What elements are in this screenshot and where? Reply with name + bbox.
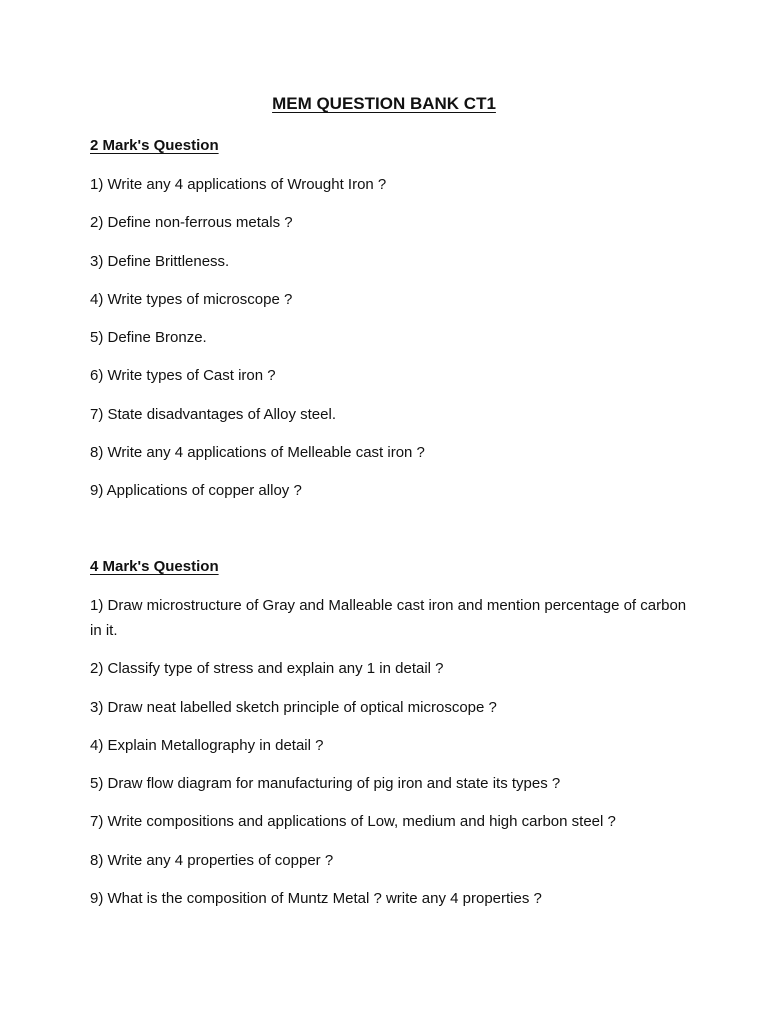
question-item: 1) Write any 4 applications of Wrought Iron ?	[90, 176, 387, 193]
section-heading-2-mark: 2 Mark's Question	[90, 137, 219, 154]
question-item: 9) What is the composition of Muntz Metal ? write any 4 properties ?	[90, 890, 542, 908]
question-item: 5) Define Bronze.	[90, 329, 207, 347]
question-item: 3) Draw neat labelled sketch principle of optical microscope ?	[90, 698, 497, 716]
section-heading-4-mark: 4 Mark's Question	[90, 558, 219, 575]
question-item: 6) Write types of Cast iron ?	[90, 367, 276, 385]
question-item: 5) Draw flow diagram for manufacturing of pig iron and state its types ?	[90, 775, 561, 793]
question-item: 2) Define non-ferrous metals ?	[90, 214, 293, 232]
question-item: 8) Write any 4 properties of copper ?	[90, 851, 334, 869]
page-title-text: MEM QUESTION BANK CT1	[272, 94, 496, 113]
question-item: 1) Draw microstructure of Gray and Malleable cast iron and mention percentage of carbon in it.	[90, 597, 687, 639]
question-item: 3) Define Brittleness.	[90, 252, 230, 270]
question-list-4-mark	[90, 593, 690, 924]
question-list-2-mark	[90, 172, 690, 517]
question-item: 7) Write compositions and applications of Low, medium and high carbon steel ?	[90, 813, 616, 831]
question-item: 8) Write any 4 applications of Melleable cast iron ?	[90, 444, 425, 462]
question-item: 4) Explain Metallography in detail ?	[90, 736, 324, 754]
question-item: 7) State disadvantages of Alloy steel.	[90, 405, 336, 423]
page-title	[0, 93, 768, 115]
question-item: 9) Applications of copper alloy ?	[90, 482, 302, 500]
question-item: 2) Classify type of stress and explain any 1 in detail ?	[90, 660, 444, 678]
question-item: 4) Write types of microscope ?	[90, 290, 293, 308]
